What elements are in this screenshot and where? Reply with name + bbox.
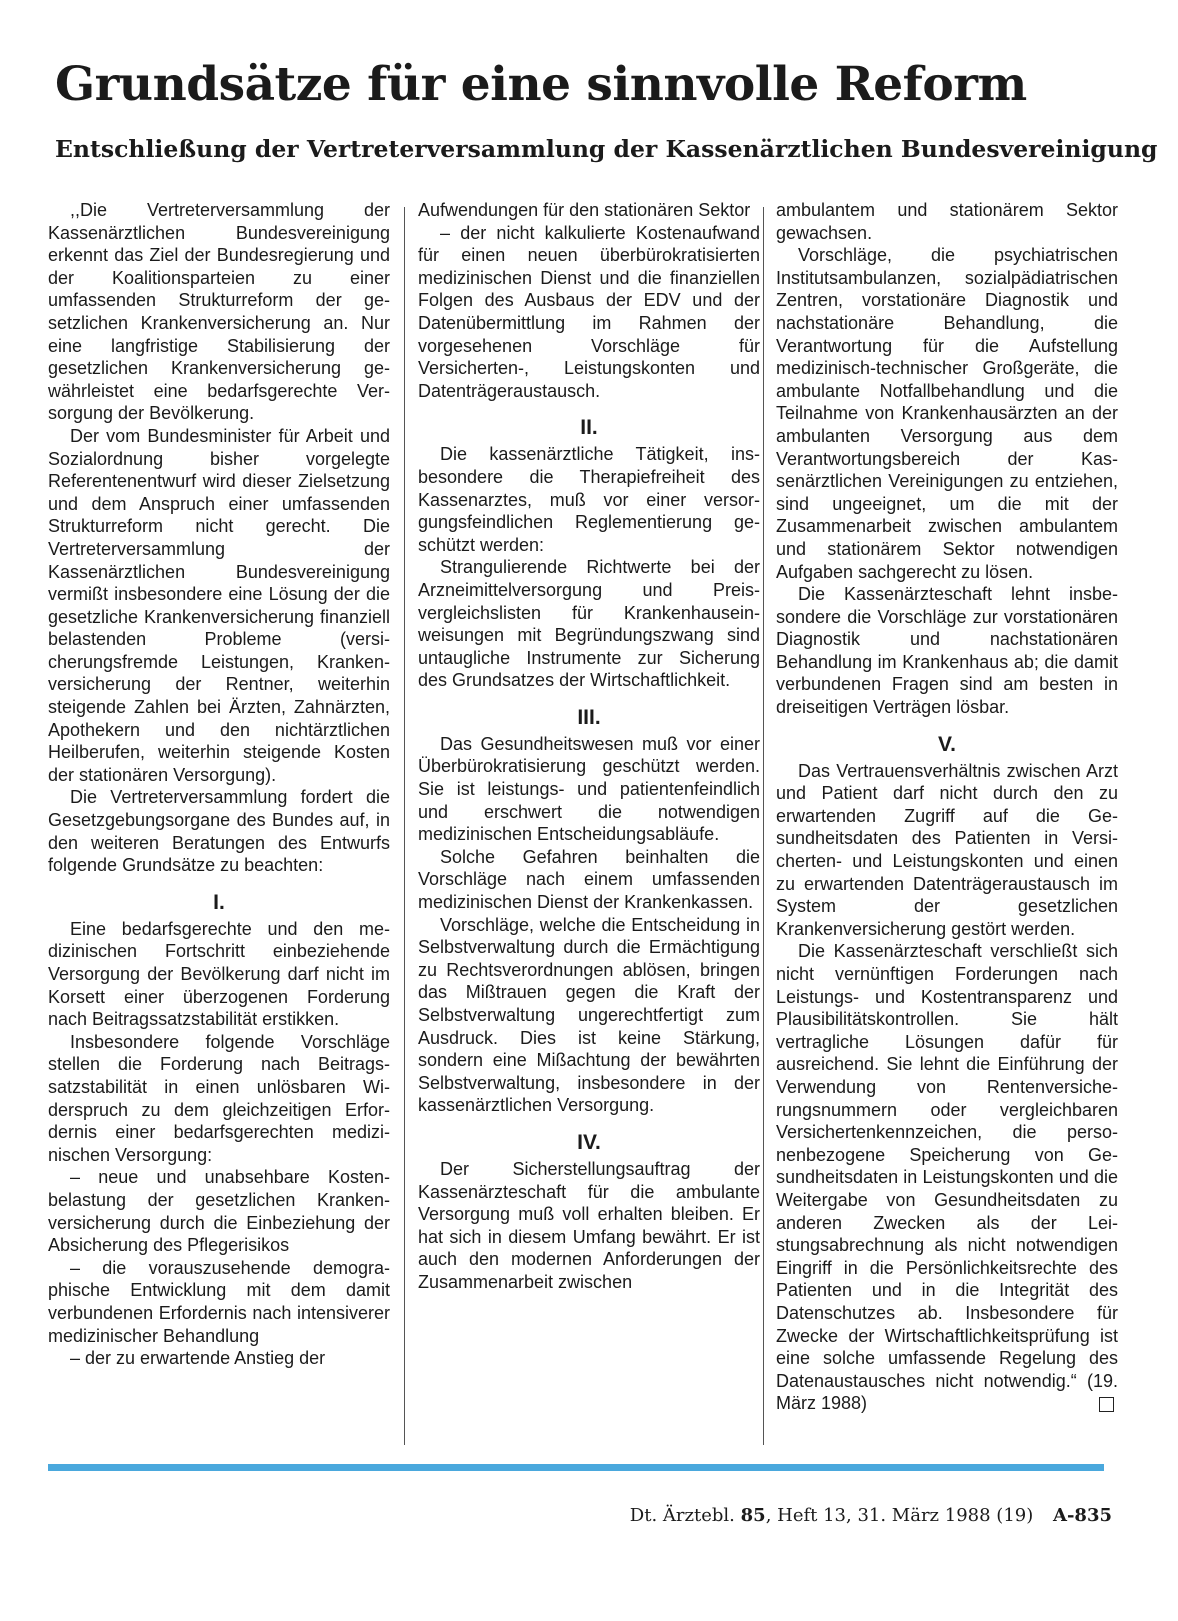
page-number: A-835 bbox=[1052, 1505, 1112, 1526]
paragraph: Strangulierende Richtwerte bei der Arzneimittelversorgung und Preisvergleichslisten für Krankenhauseinweisungen mit Begründungszwang sind untaugliche Instrumente zur Sicherung des Grundsatzes der Wirtschaftlichkeit. bbox=[418, 557, 760, 691]
section-heading: II. bbox=[580, 416, 598, 440]
section-heading: I. bbox=[213, 890, 225, 914]
column-divider bbox=[763, 207, 764, 1445]
text-column-3 bbox=[776, 199, 1118, 1415]
paragraph: – neue und unabsehbare Kostenbelastung der gesetzlichen Krankenversicherung durch die Einbeziehung der Absicherung des Pflegerisikos bbox=[48, 1167, 390, 1256]
paragraph: Das Vertrauensverhältnis zwischen Arzt und Patient darf nicht durch den zu erwartenden Zugriff auf die Gesundheitsdaten des Patienten in Versicherten- und Leistungskonten und einen zu erwartenden Datenträgeraustausch im System der gesetzlichen Krankenversicherung gestört werden. bbox=[776, 760, 1118, 939]
column-divider bbox=[404, 207, 405, 1445]
paragraph: Eine bedarfsgerechte und den medizinischen Fortschritt einbeziehende Versorgung der Bevölkerung darf nicht im Korsett einer überzogenen Forderung nach Beitragssatzstabilität erstikken. bbox=[48, 918, 390, 1030]
paragraph: Das Gesundheitswesen muß vor einer Überbürokratisierung geschützt werden. Sie ist leistungs- und patientenfeindlich und erschwert die notwendigen medizinischen Entscheidungsabläufe. bbox=[418, 733, 760, 845]
paragraph: – der zu erwartende Anstieg der bbox=[70, 1348, 326, 1369]
paragraph: Aufwendungen für den stationären Sektor bbox=[418, 200, 751, 220]
page-title: Grundsätze für eine sinnvolle Reform bbox=[55, 57, 1027, 112]
page-subtitle: Entschließung der Vertreterversammlung der Kassenärztlichen Bundesvereinigung bbox=[55, 135, 1158, 163]
paragraph: Die Kassenärzteschaft lehnt insbesondere die Vorschläge zur vorstationären Diagnostik und nachstationären Behandlung im Krankenhaus ab; die damit verbundenen Fragen sind am besten in dreiseitigen Verträgen lösbar. bbox=[776, 584, 1118, 718]
bottom-color-bar bbox=[48, 1464, 1104, 1471]
section-heading: V. bbox=[938, 732, 956, 756]
footer-issue: , Heft 13, 31. März 1988 (19) bbox=[765, 1505, 1034, 1526]
footer-volume: 85 bbox=[740, 1505, 766, 1526]
section-heading: IV. bbox=[577, 1130, 601, 1154]
text-column-2 bbox=[418, 199, 760, 1294]
page-footer bbox=[630, 1504, 1112, 1528]
paragraph: Der vom Bundesminister für Arbeit und Sozialordnung bisher vorgelegte Referentenentwurf wird dieser Zielsetzung und dem Anspruch einer umfassenden Strukturreform nicht gerecht. Die Vertreterversammlung der Kassenärztlichen Bundesvereinigung vermißt insbesondere eine Lösung der die gesetzliche Krankenversicherung finanziell belastenden Probleme (versicherungsfremde Leistungen, Krankenversicherung der Rentner, weiterhin steigende Zahlen bei Ärzten, Zahnärzten, Apothekern und den nichtärztlichen Heilberufen, weiterhin steigende Kosten der stationären Versorgung). bbox=[48, 425, 390, 785]
paragraph: Die kassenärztliche Tätigkeit, insbesondere die Therapiefreiheit des Kassenarztes, muß vor einer versorgungsfeindlichen Reglementierung geschützt werden: bbox=[418, 444, 760, 555]
paragraph: Solche Gefahren beinhalten die Vorschläge nach einem umfassenden medizinischen Dienst der Krankenkassen. bbox=[418, 846, 760, 913]
paragraph: Vorschläge, die psychiatrischen Institutsambulanzen, sozialpädiatrischen Zentren, vorstationäre Diagnostik und nachstationäre Behandlung, die Verantwortung für die Aufstellung medizinisch-technischer Großgeräte, die ambulante Notfallbehandlung und die Teilnahme von Krankenhausärzten an der ambulanten Versorgung aus dem Verantwortungsbereich der Kassenärztlichen Vereinigungen zu entziehen, sind ungeeignet, um die mit der Zusammenarbeit zwischen ambulantem und stationärem Sektor notwendigen Aufgaben sachgerecht zu lösen. bbox=[776, 245, 1118, 582]
paragraph: – die vorauszusehende demographische Entwicklung mit dem damit verbundenen Erfordernis nach intensiverer medizinischer Behandlung bbox=[48, 1257, 390, 1346]
paragraph: Die Vertreterversammlung fordert die Gesetzgebungsorgane des Bundes auf, in den weiteren Beratungen des Entwurfs folgende Grundsätze zu beachten: bbox=[48, 787, 390, 876]
paragraph: Vorschläge, welche die Entscheidung in Selbstverwaltung durch die Ermächtigung zu Rechtsverordnungen ablösen, bringen das Mißtrauen gegen die Kraft der Selbstverwaltung ungerechtfertigt zum Ausdruck. Dies ist keine Stärkung, sondern eine Mißachtung der bewährten Selbstverwaltung, insbesondere in der kassenärztlichen Versorgung. bbox=[418, 914, 760, 1116]
paragraph: Die Kassenärzteschaft verschließt sich nicht vernünftigen Forderungen nach Leistungs- und Kostentransparenz und Plausibilitätskontrollen. Sie hält vertragliche Lösungen dafür für ausreichend. Sie lehnt die Einführung der Verwendung von Rentenversicherungsnummern oder vergleichbaren Versichertenkennzeichen, die personenbezogene Speicherung von Gesundheitsdaten in Leistungskonten und die Weitergabe von Gesundheitsdaten zu anderen Zwecken als der Leistungsabrechnung als nicht notwendigen Eingriff in die Persönlichkeitsrechte des Patienten und in die Integrität des Datenschutzes ab. Insbesondere für Zwecke der Wirtschaftlichkeitsprüfung ist eine solche umfassende Regelung des Datenaustausches nicht notwendig.“ (19. März 1988) bbox=[776, 941, 1118, 1414]
paragraph: Der Sicherstellungsauftrag der Kassenärzteschaft für die ambulante Versorgung muß voll erhalten bleiben. Er hat sich in diesem Umfang bewährt. Er ist auch den modernen Anforderungen der Zusammenarbeit zwischen bbox=[418, 1158, 760, 1292]
section-heading: III. bbox=[577, 705, 601, 729]
paragraph: ambulantem und stationärem Sektor gewachsen. bbox=[776, 200, 1118, 243]
text-column-1 bbox=[48, 199, 390, 1370]
footer-journal: Dt. Ärztebl. bbox=[629, 1505, 735, 1526]
end-of-article-box-icon bbox=[1099, 1397, 1114, 1412]
paragraph: ,,Die Vertreterversammlung der Kassenärztlichen Bundesvereinigung erkennt das Ziel der Bundesregierung und der Koalitionsparteien zu einer umfassenden Strukturreform der gesetzlichen Krankenversicherung an. Nur eine langfristige Stabilisierung der gesetzlichen Krankenversicherung gewährleistet eine bedarfsgerechte Versorgung der Bevölkerung. bbox=[48, 200, 390, 424]
paragraph: – der nicht kalkulierte Kostenaufwand für einen neuen überbürokratisierten medizinischen Dienst und die finanziellen Folgen des Ausbaus der EDV und der Datenübermittlung im Rahmen der vorgesehenen Vorschläge für Versicherten-, Leistungskonten und Datenträgeraustausch. bbox=[418, 222, 760, 401]
paragraph: Insbesondere folgende Vorschläge stellen die Forderung nach Beitragssatzstabilität in einen unlösbaren Widerspruch zu dem gleichzeitigen Erfordernis einer bedarfsgerechten medizinischen Versorgung: bbox=[48, 1031, 390, 1165]
